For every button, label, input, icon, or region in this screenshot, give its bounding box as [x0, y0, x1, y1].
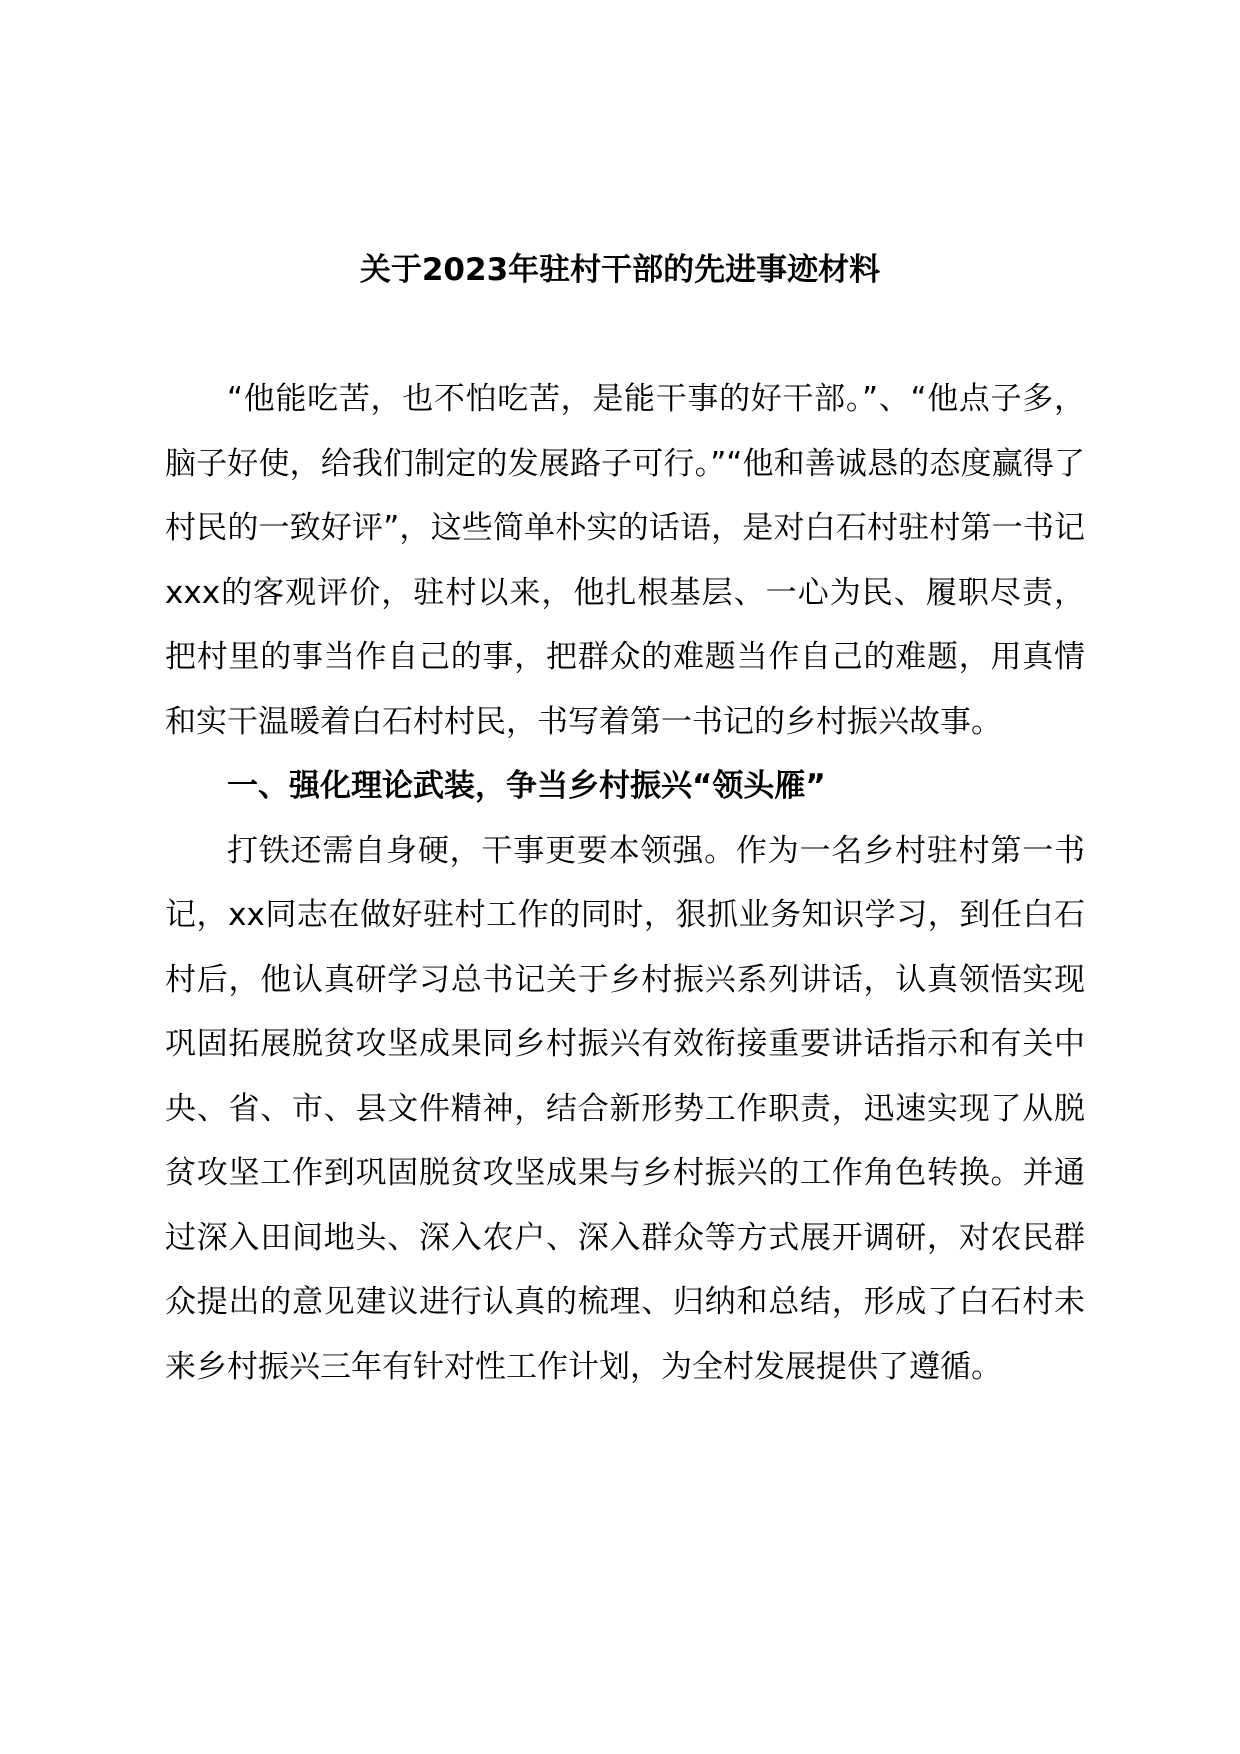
section-paragraph: 打铁还需自身硬，干事更要本领强。作为一名乡村驻村第一书记，xx同志在做好驻村工作的同时，狠抓业务知识学习，到任白石村后，他认真研学习总书记关于乡村振兴系列讲话，认真领悟实现巩固拓展脱贫攻坚成果同乡村振兴有效衔接重要讲话指示和有关中央、省、市、县文件精神，结合新形势工作职责，迅速实现了从脱贫攻坚工作到巩固脱贫攻坚成果与乡村振兴的工作角色转换。并通过深入田间地头、深入农户、深入群众等方式展开调研，对农民群众提出的意见建议进行认真的梳理、归纳和总结，形成了白石村未来乡村振兴三年有针对性工作计划，为全村发展提供了遵循。 — [165, 832, 1085, 1385]
document-body — [165, 367, 1085, 1399]
intro-paragraph: “他能吃苦，也不怕吃苦，是能干事的好干部。”、“他点子多，脑子好使，给我们制定的发展路子可行。”“他和善诚恳的态度赢得了村民的一致好评”，这些简单朴实的话语，是对白石村驻村第一书记xxx的客观评价，驻村以来，他扎根基层、一心为民、履职尽责，把村里的事当作自己的事，把群众的难题当作自己的难题，用真情和实干温暖着白石村村民，书写着第一书记的乡村振兴故事。 — [165, 381, 1085, 740]
document-title: 关于2023年驻村干部的先进事迹材料 — [359, 252, 881, 288]
section-heading: 一、强化理论武装，争当乡村振兴“领头雁” — [227, 768, 826, 804]
